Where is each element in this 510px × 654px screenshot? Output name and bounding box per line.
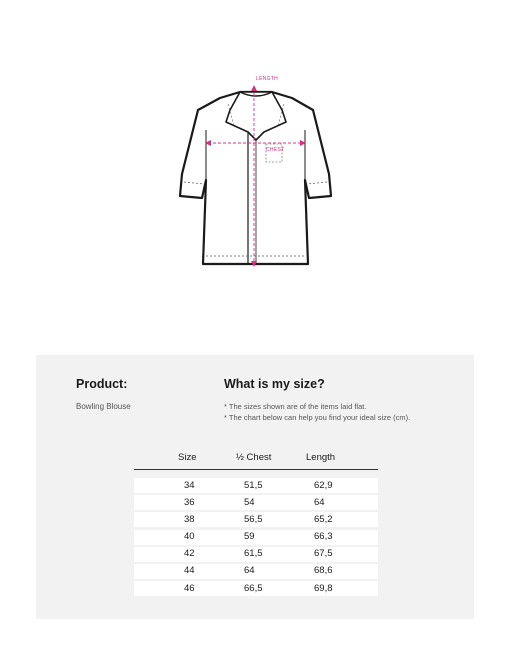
cell-half-chest: 61,5 — [244, 548, 263, 560]
cell-length: 68,6 — [314, 565, 333, 577]
size-note-laid-flat: * The sizes shown are of the items laid flat. — [224, 402, 367, 411]
length-label: LENGTH — [256, 76, 279, 82]
cell-length: 65,2 — [314, 513, 333, 525]
cell-size: 42 — [184, 548, 195, 560]
size-table-header — [134, 450, 378, 470]
table-row — [134, 547, 378, 562]
table-row — [134, 530, 378, 545]
header-size: Size — [178, 452, 197, 463]
cell-length: 64 — [314, 496, 325, 508]
cell-length: 69,8 — [314, 582, 333, 594]
size-table — [134, 478, 378, 598]
cell-size: 40 — [184, 531, 195, 543]
cell-half-chest: 66,5 — [244, 582, 263, 594]
table-row — [134, 495, 378, 510]
cell-size: 46 — [184, 582, 195, 594]
cell-half-chest: 59 — [244, 531, 255, 543]
table-row — [134, 478, 378, 493]
chest-label: CHEST — [266, 147, 285, 153]
table-row — [134, 564, 378, 579]
header-half-chest: ½ Chest — [236, 452, 272, 463]
cell-size: 36 — [184, 496, 195, 508]
cell-half-chest: 51,5 — [244, 479, 263, 491]
shirt-illustration — [168, 70, 344, 276]
table-row — [134, 512, 378, 527]
size-note-chart: * The chart below can help you find your ideal size (cm). — [224, 413, 411, 422]
cell-size: 34 — [184, 479, 195, 491]
size-info-panel — [36, 355, 474, 619]
cell-length: 62,9 — [314, 479, 333, 491]
table-row — [134, 581, 378, 596]
cell-half-chest: 56,5 — [244, 513, 263, 525]
cell-half-chest: 64 — [244, 565, 255, 577]
cell-length: 67,5 — [314, 548, 333, 560]
product-heading: Product: — [76, 377, 128, 391]
cell-half-chest: 54 — [244, 496, 255, 508]
size-heading: What is my size? — [224, 377, 325, 391]
cell-size: 44 — [184, 565, 195, 577]
product-name: Bowling Blouse — [76, 402, 131, 411]
cell-length: 66,3 — [314, 531, 333, 543]
cell-size: 38 — [184, 513, 195, 525]
header-length: Length — [306, 452, 336, 463]
